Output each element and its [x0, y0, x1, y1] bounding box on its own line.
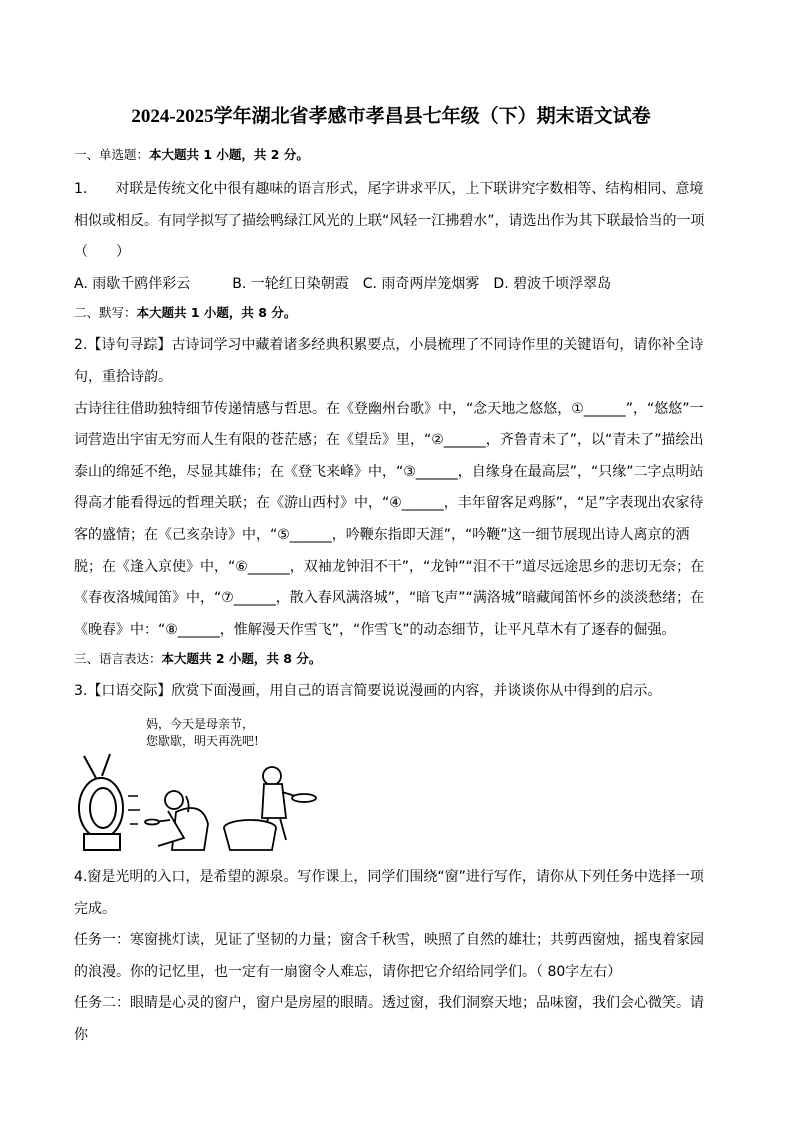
question-3-text: 3.【口语交际】欣赏下面漫画，用自己的语言简要说说漫画的内容，并谈谈你从中得到的启示。	[74, 683, 662, 700]
section-heading-2	[74, 300, 708, 326]
question-2-body: 古诗往往借助独特细节传递情感与哲思。在《登幽州台歌》中，“念天地之悠悠，①______”，“悠悠”一词营造出宇宙无穷而人生有限的苍茫感；在《望岳》里，“②______，齐鲁青未了”，以“青未了”描绘出泰山的绵延不绝，尽显其雄伟；在《登飞来峰》中，“③______，自缘身在最高层”，“只缘”二字点明站得高才能看得远的哲理关联；在《游山西村》中，“④______，丰年留客足鸡豚”，“足”字表现出农家待客的盛情；在《己亥杂诗》中，“⑤______，吟鞭东指即天涯”，“吟鞭”这一细节展现出诗人离京的洒脱；在《逢入京使》中，“⑥______，双袖龙钟泪不干”，“龙钟”“泪不干”道尽远途思乡的悲切无奈；在《春夜洛城闻笛》中，“⑦______，散入春风满洛城”，“暗飞声”“满洛城”暗藏闻笛怀乡的淡淡愁绪；在《晚春》中：“⑧______，惟解漫天作雪飞”，“作雪飞”的动态细节，让平凡草木有了逐春的倔强。	[74, 400, 705, 638]
mothers-day-cartoon	[76, 716, 326, 856]
page-title: 2024-2025学年湖北省孝感市孝昌县七年级（下）期末语文试卷	[131, 106, 651, 127]
section-desc: 本大题共 1 小题，共 2 分。	[149, 147, 309, 162]
question-4-task-1: 任务一：寒窗挑灯读，见证了坚韧的力量；窗含千秋雪，映照了自然的雄壮；共剪西窗烛，摇曳着家园的浪漫。你的记忆里，也一定有一扇窗令人难忘，请你把它介绍给同学们。（ 80字左右）	[74, 932, 704, 980]
seated-child-icon	[145, 791, 208, 850]
section-heading-3	[74, 646, 708, 672]
question-1-text: 1. 对联是传统文化中很有趣味的语言形式，尾字讲求平仄，上下联讲究字数相等、结构相同、意境相似或相反。有同学拟写了描绘鸭绿江风光的上联“风轻一江拂碧水”，请选出作为其下联最恰当的一项（ ）	[74, 181, 705, 261]
section-desc: 本大题共 2 小题，共 8 分。	[161, 651, 322, 667]
question-4-intro: 4.窗是光明的入口，是希望的源泉。写作课上，同学们围绕“窗”进行写作，请你从下列任务中选择一项完成。	[74, 868, 704, 917]
question-2-intro: 2.【诗句寻踪】古诗词学习中藏着诸多经典积累要点，小晨梳理了不同诗作里的关键语句，请你补全诗句，重拾诗韵。	[74, 337, 704, 385]
section-desc: 本大题共 1 小题，共 8 分。	[136, 305, 297, 321]
tv-icon	[79, 754, 123, 850]
speech-line-2: 您歇歇，明天再洗吧!	[146, 733, 259, 748]
section-lead: 二、默写：	[74, 305, 137, 321]
section-heading-1	[74, 142, 708, 168]
speech-bubble-text	[146, 716, 259, 750]
speech-line-1: 妈，今天是母亲节，	[146, 716, 255, 731]
section-lead: 三、语言表达：	[74, 651, 162, 667]
section-lead: 一、单选题：	[74, 147, 150, 162]
washtub-icon	[224, 820, 276, 850]
question-1-options: A. 雨歇千鸥伴彩云 B. 一轮红日染朝霞 C. 雨奇两岸笼烟雾 D. 碧波千顷浮翠岛	[74, 275, 612, 292]
question-4-task-2: 任务二：眼睛是心灵的窗户，窗户是房屋的眼睛。透过窗，我们洞察天地；品味窗，我们会心微笑。请你	[74, 995, 704, 1043]
